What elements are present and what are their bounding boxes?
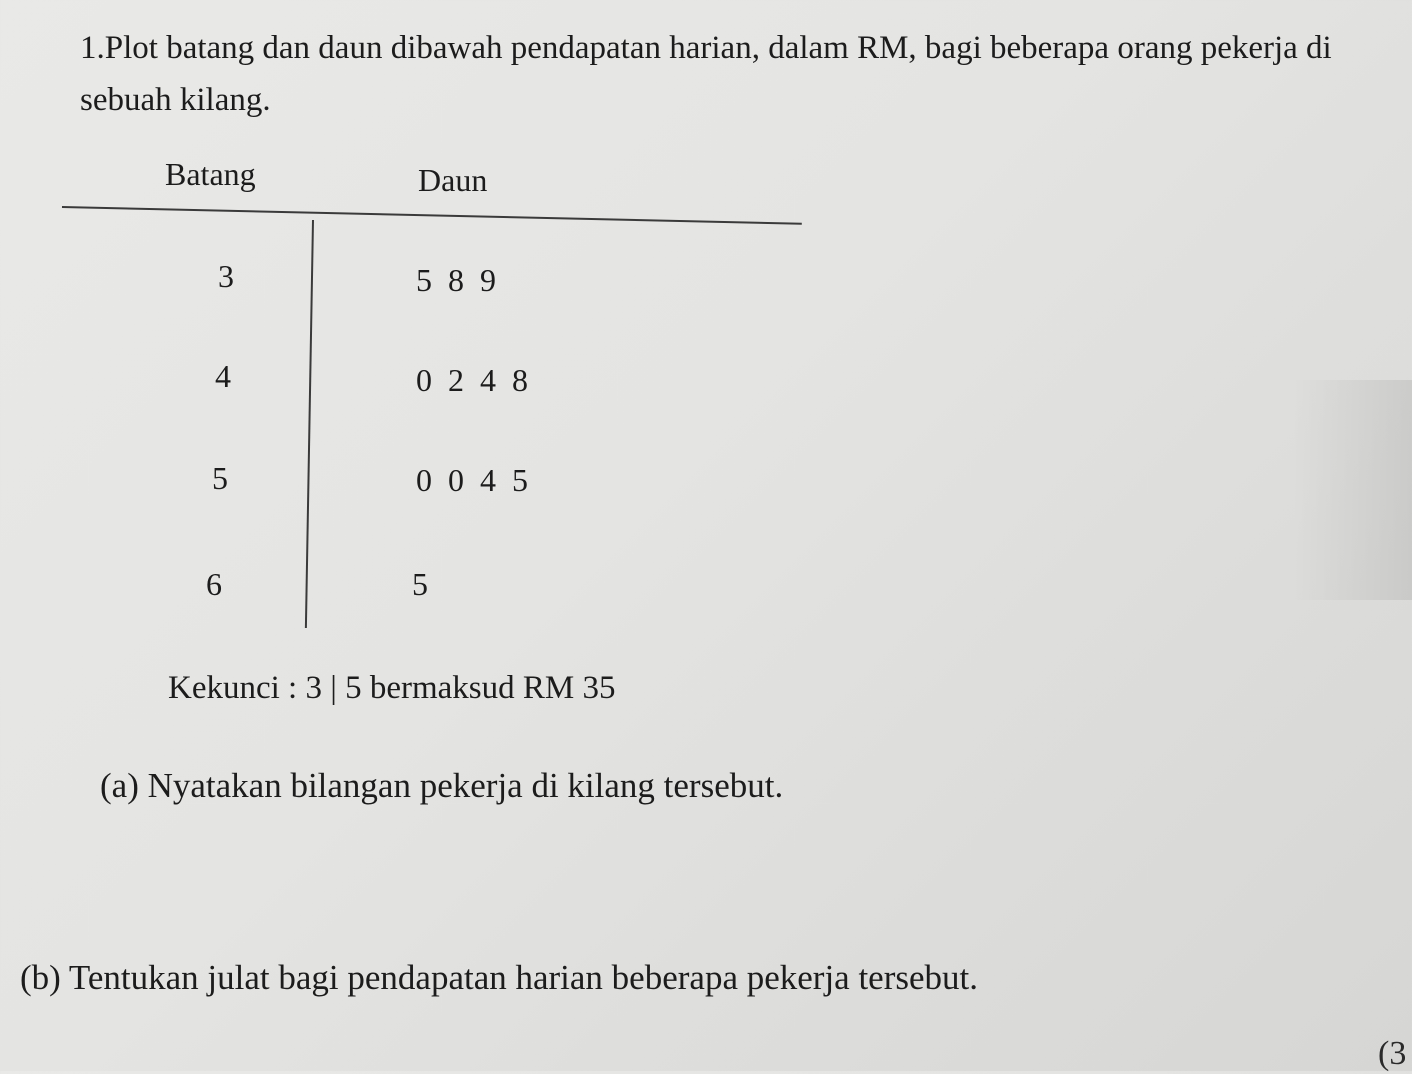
stem-row-3: 5 (212, 460, 228, 496)
stem-leaf-divider (305, 220, 314, 628)
stem-row-2: 4 (215, 358, 231, 394)
stem-row-4: 6 (206, 566, 222, 602)
marks-indicator: (3 (1378, 1035, 1407, 1072)
question-part-a: (a) Nyatakan bilangan pekerja di kilang tersebut. (100, 766, 784, 805)
paper-shadow (1292, 380, 1412, 600)
question-title: 1.Plot batang dan daun dibawah pendapatan harian, dalam RM, bagi beberapa orang pekerja di sebuah kilang. (80, 30, 1332, 118)
leaves-row-1: 5 8 9 (416, 262, 497, 298)
leaves-row-2: 0 2 4 8 (416, 362, 529, 398)
leaves-row-4: 5 (412, 566, 429, 602)
question-part-b: (b) Tentukan julat bagi pendapatan harian beberapa pekerja tersebut. (20, 958, 979, 997)
leaves-row-3: 0 0 4 5 (416, 462, 529, 498)
leaf-header: Daun (418, 162, 488, 198)
stem-row-1: 3 (218, 258, 234, 294)
plot-key: Kekunci : 3 | 5 bermaksud RM 35 (168, 670, 616, 706)
stem-header: Batang (165, 156, 256, 192)
header-divider (62, 206, 802, 225)
